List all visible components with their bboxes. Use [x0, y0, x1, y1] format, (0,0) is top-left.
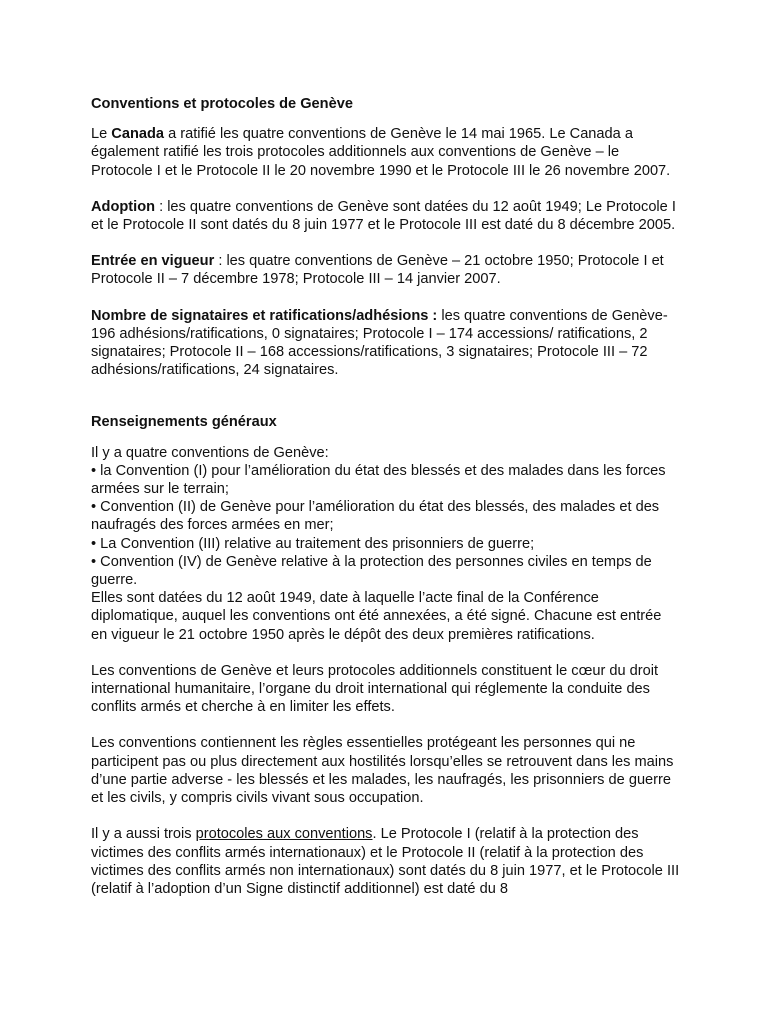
signatories-paragraph: [91, 307, 681, 380]
adoption-label: Adoption: [91, 198, 156, 215]
canada-text: a ratifié les quatre conventions de Genève le 14 mai 1965. Le Canada a également ratifié les trois protocoles additionnels aux conventions de Genève – le Protocole I et le Protocole II le 20 novembre 1990 et le Protocole III le 26 novembre 2007.: [91, 126, 671, 179]
protocols-text: . Le Protocole I (relatif à la protection des victimes des conflits armés internationaux) et le Protocole II (relatif à la protection des victimes des conflits armés non internationaux) sont datés du 8 juin 1977, et le Protocole III (relatif à l’adoption d’un Signe distinctif additionnel) est daté du 8: [91, 826, 680, 897]
conventions-dates-paragraph: Elles sont datées du 12 août 1949, date à laquelle l’acte final de la Conférence diplomatique, auquel les conventions ont été annexées, a été signé. Chacune est entrée en vigueur le 21 octobre 1950 après le dépôt des deux premières ratifications.: [91, 590, 662, 643]
list-item: • La Convention (III) relative au traitement des prisonniers de guerre;: [91, 535, 535, 552]
adoption-paragraph: [91, 198, 681, 234]
entry-into-force-label: Entrée en vigueur: [91, 253, 215, 270]
protocols-prefix: Il y a aussi trois: [91, 826, 196, 843]
canada-paragraph: [91, 125, 681, 180]
entry-into-force-text: : les quatre conventions de Genève – 21 octobre 1950; Protocole I et Protocole II – 7 décembre 1978; Protocole III – 14 janvier 2007.: [91, 253, 664, 288]
rules-paragraph: Les conventions contiennent les règles essentielles protégeant les personnes qui ne participent pas ou plus directement aux hostilités lorsqu’elles se retrouvent dans les mains d’une partie adverse - les blessés et les malades, les naufragés, les prisonniers de guerre et les civils, y compris civils vivant sous occupation.: [91, 735, 674, 807]
general-heading: Renseignements généraux: [91, 414, 277, 431]
document-content: [91, 95, 681, 916]
document-title: Conventions et protocoles de Genève: [91, 96, 353, 112]
list-item: • la Convention (I) pour l’amélioration du état des blessés et des malades dans les forces armées sur le terrain;: [91, 462, 666, 498]
core-paragraph: Les conventions de Genève et leurs protocoles additionnels constituent le cœur du droit international humanitaire, l’organe du droit international qui réglemente la conduite des conflits armés et cherche à en limiter les effets.: [91, 662, 659, 716]
conventions-list: [91, 462, 681, 589]
protocols-link[interactable]: protocoles aux conventions: [195, 826, 373, 843]
protocols-paragraph: [91, 825, 681, 898]
signatories-text: les quatre conventions de Genève-196 adhésions/ratifications, 0 signataires; Protocole I – 174 accessions/ ratifications, 2 signataires; Protocole II – 168 accessions/ratifications, 3 signataires; Protocole III – 72 adhésions/ratifications, 24 signataires.: [91, 307, 668, 379]
canada-prefix: Le: [91, 126, 112, 143]
list-item: • Convention (IV) de Genève relative à la protection des personnes civiles en temps de guerre.: [91, 553, 652, 589]
canada-bold: Canada: [111, 126, 165, 143]
entry-into-force-paragraph: [91, 252, 681, 288]
general-intro: Il y a quatre conventions de Genève:: [91, 444, 329, 461]
signatories-label: Nombre de signataires et ratifications/adhésions :: [91, 307, 438, 324]
adoption-text: : les quatre conventions de Genève sont datées du 12 août 1949; Le Protocole I et le Protocole II sont datés du 8 juin 1977 et le Protocole III est daté du 8 décembre 2005.: [91, 198, 676, 234]
list-item: • Convention (II) de Genève pour l’amélioration du état des blessés, des malades et des naufragés des forces armées en mer;: [91, 499, 660, 534]
